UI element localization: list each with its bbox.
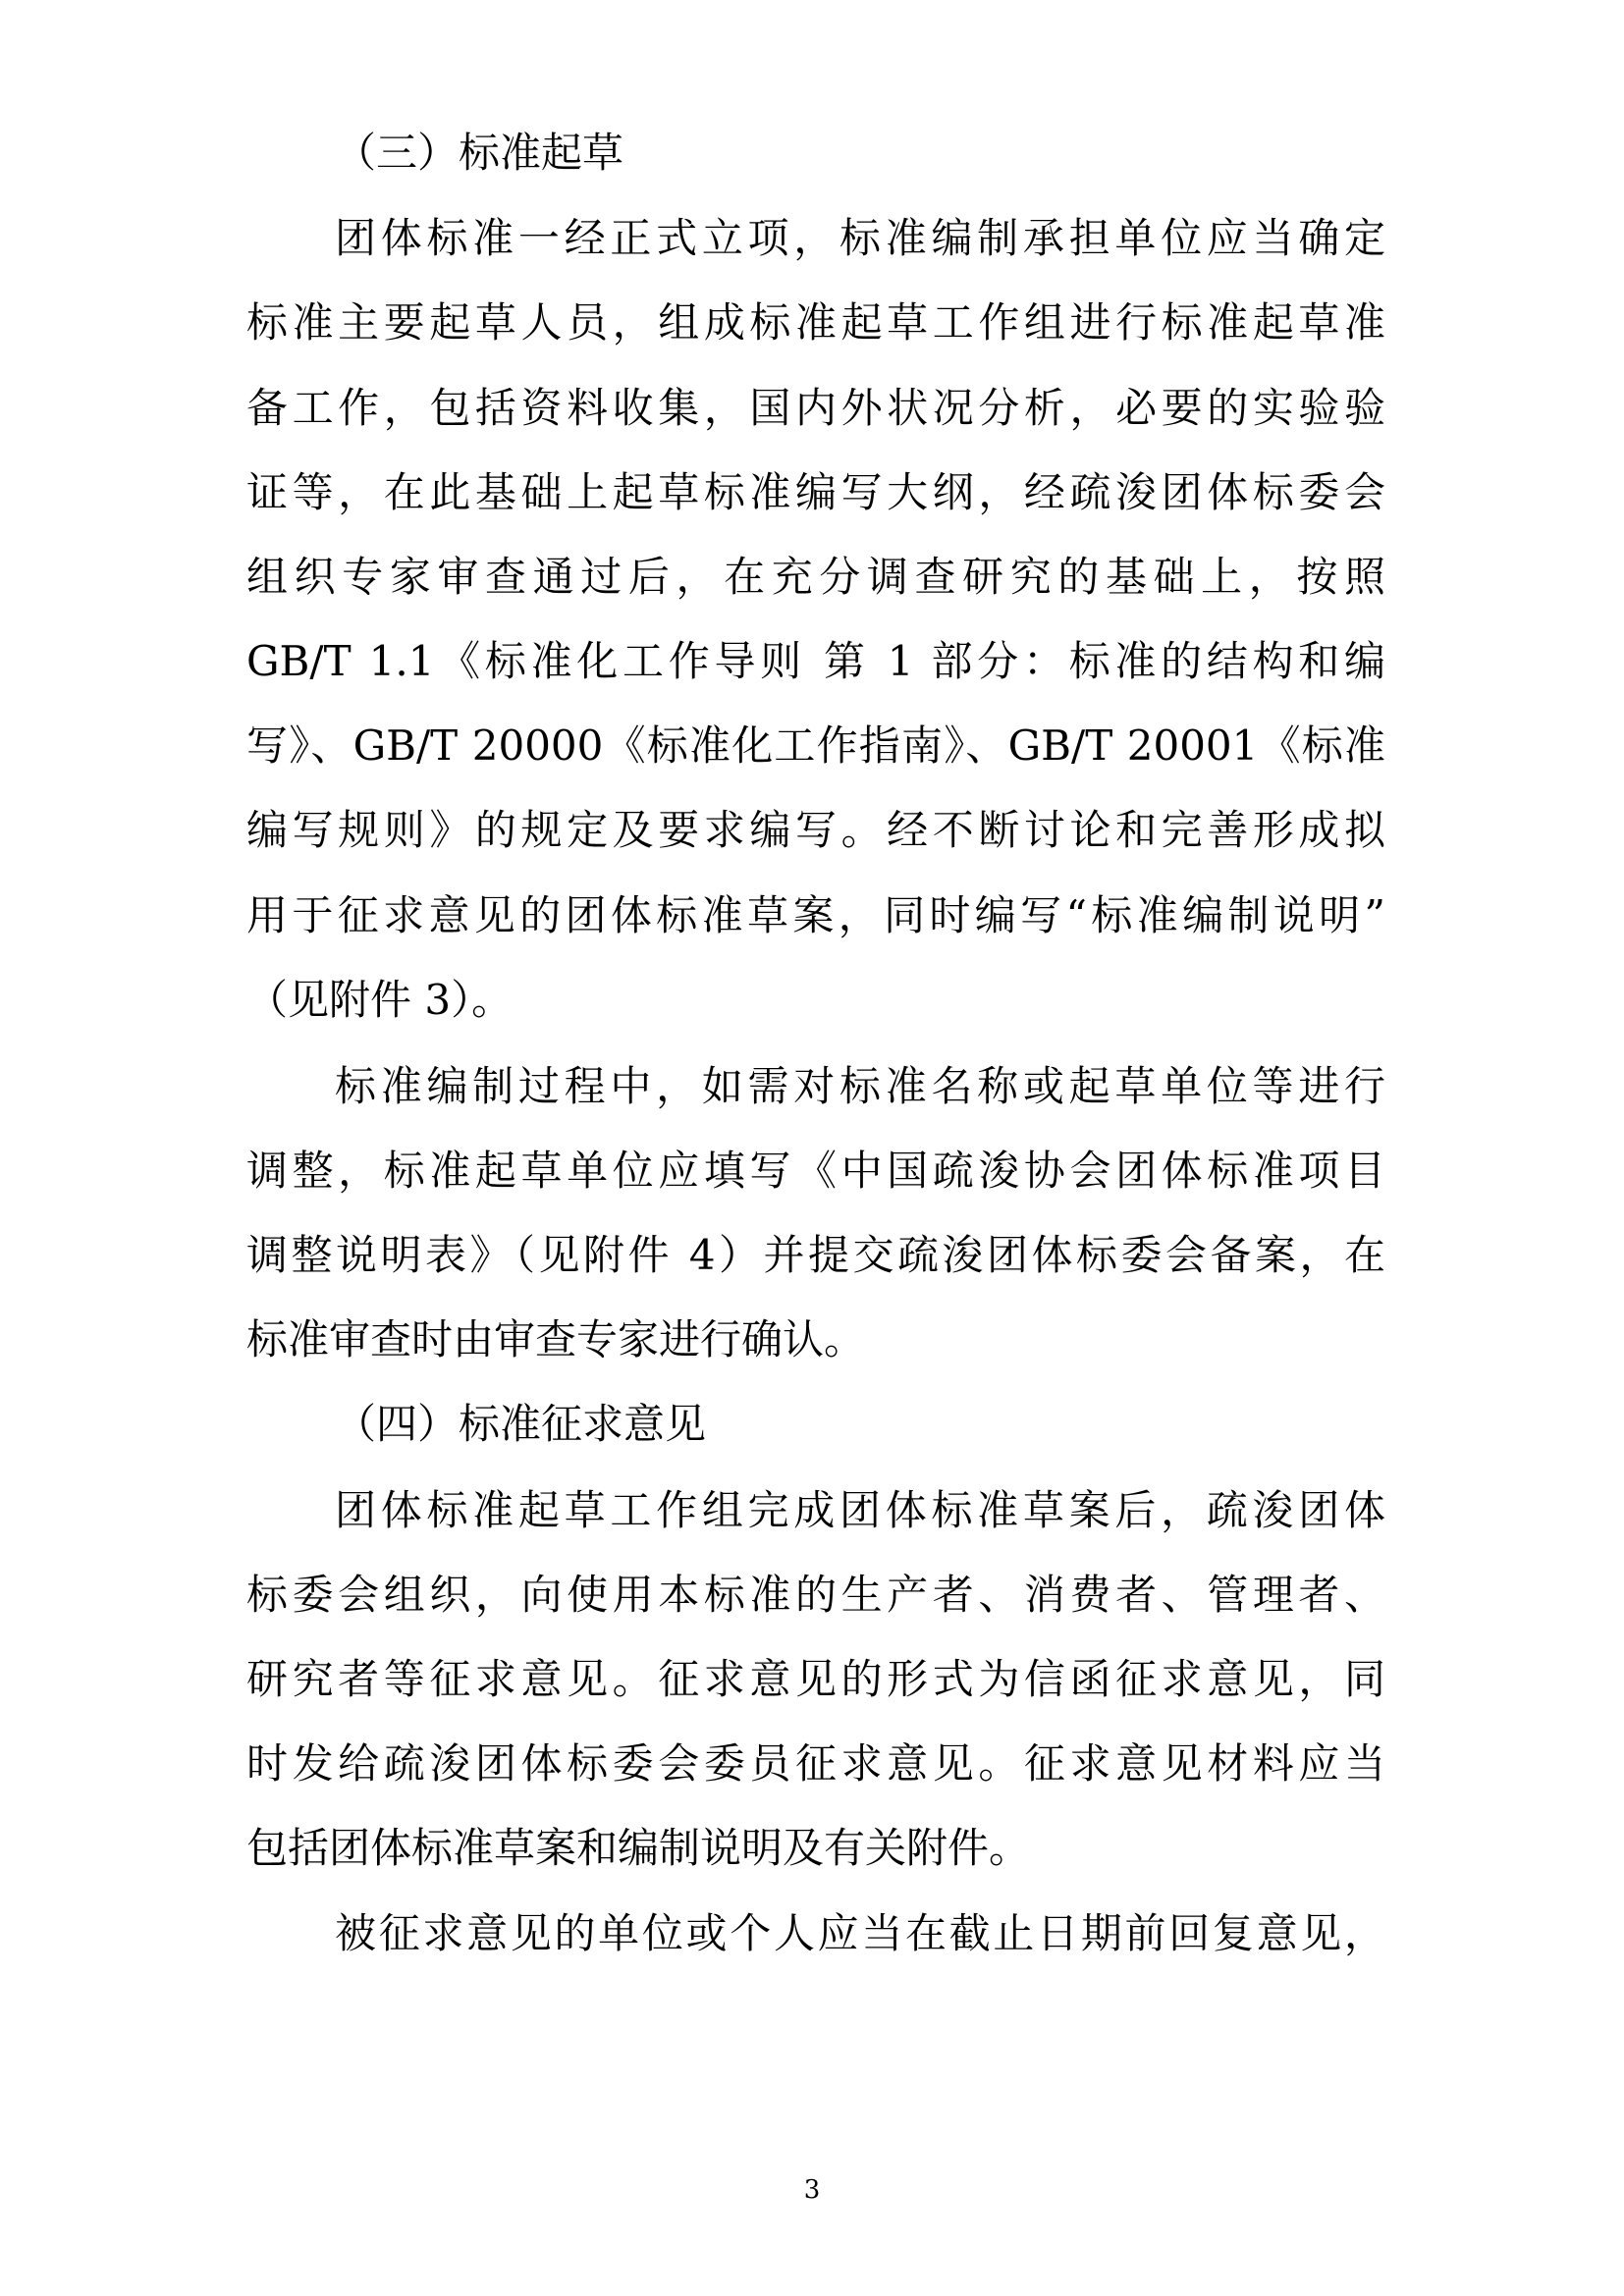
paragraph-line: 用于征求意见的团体标准草案，同时编写“标准编制说明” — [246, 891, 1385, 939]
paragraph-line: 标准审查时由审查专家进行确认。 — [246, 1315, 866, 1363]
paragraph-line: 标准编制过程中，如需对标准名称或起草单位等进行 — [335, 1062, 1385, 1110]
paragraph-line: GB/T 1.1《标准化工作导则 第 1 部分：标准的结构和编 — [246, 637, 1385, 685]
section-heading-consultation: （四）标准征求意见 — [335, 1400, 707, 1448]
paragraph-line: 团体标准一经正式立项，标准编制承担单位应当确定 — [335, 214, 1385, 262]
paragraph-line: 标准主要起草人员，组成标准起草工作组进行标准起草准 — [246, 298, 1385, 347]
paragraph-line: 编写规则》的规定及要求编写。经不断讨论和完善形成拟 — [246, 806, 1385, 854]
paragraph-line: 备工作，包括资料收集，国内外状况分析，必要的实验验 — [246, 384, 1385, 432]
paragraph-line: 调整说明表》（见附件 4）并提交疏浚团体标委会备案，在 — [246, 1231, 1385, 1279]
paragraph-line: 研究者等征求意见。征求意见的形式为信函征求意见，同 — [246, 1655, 1385, 1703]
section-heading-drafting: （三）标准起草 — [335, 129, 624, 177]
paragraph-line: 被征求意见的单位或个人应当在截止日期前回复意见， — [335, 1909, 1385, 1957]
page-number: 3 — [803, 2175, 821, 2205]
paragraph-line: （见附件 3）。 — [246, 976, 514, 1024]
paragraph-line: 标委会组织，向使用本标准的生产者、消费者、管理者、 — [246, 1571, 1385, 1619]
paragraph-line: 包括团体标准草案和编制说明及有关附件。 — [246, 1824, 1031, 1872]
paragraph-line: 调整，标准起草单位应填写《中国疏浚协会团体标准项目 — [246, 1147, 1385, 1195]
paragraph-line: 时发给疏浚团体标委会委员征求意见。征求意见材料应当 — [246, 1739, 1385, 1788]
paragraph-line: 组织专家审查通过后，在充分调查研究的基础上，按照 — [246, 553, 1385, 601]
paragraph-line: 写》、GB/T 20000《标准化工作指南》、GB/T 20001《标准 — [246, 721, 1385, 770]
paragraph-line: 证等，在此基础上起草标准编写大纲，经疏浚团体标委会 — [246, 468, 1385, 516]
paragraph-line: 团体标准起草工作组完成团体标准草案后，疏浚团体 — [335, 1486, 1385, 1534]
